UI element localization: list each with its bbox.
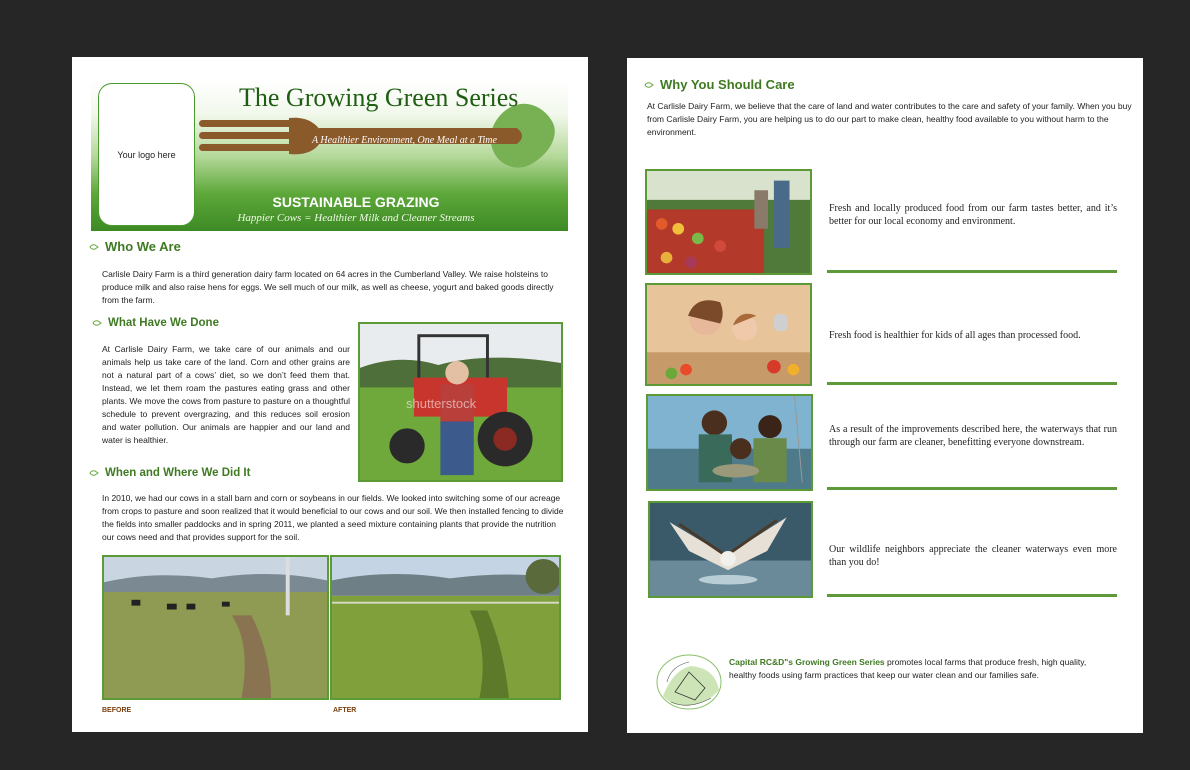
heading-when-and-where xyxy=(89,467,250,479)
arrow-bullet-icon xyxy=(644,81,654,89)
caption-before: BEFORE xyxy=(102,707,132,714)
when-and-where-text: In 2010, we had our cows in a stall barn and corn or soybeans in our fields. We looked into switching some of our acreage from crops to pasture and soon realized that it would beneficial to our cows and our soil. We then installed fencing to divide the fields into smaller paddocks and in spring 2011, we planted a seed mixture containing plants that provide the nutrition our cows need and that provides support for the soil. xyxy=(102,493,564,542)
flyer-page-front xyxy=(72,57,588,732)
caption-after: AFTER xyxy=(333,707,357,714)
footer-body: promotes local farms that produce fresh, high quality, healthy foods using farm practices that keep our water clean and our families safe. xyxy=(729,657,1087,680)
heading-text: Why You Should Care xyxy=(660,77,795,92)
heading-text: What Have We Done xyxy=(108,317,219,329)
what-have-we-done-text: At Carlisle Dairy Farm, we take care of our animals and our animals help us take care of the land. Corn and other grains are not a natural part of a cows’ diet, so we don’t feed them that. Instead, we let them roam the pastures eating grass and other plants. We move the cows from pasture to pasture on a thoughtful schedule to prevent overgrazing, and this reduces soil erosion and water pollution. Our animals are happier and our land and water is healthier. xyxy=(102,344,350,445)
arrow-bullet-icon xyxy=(92,319,102,327)
after-photo xyxy=(330,555,561,700)
card-divider xyxy=(827,382,1117,385)
heading-who-we-are xyxy=(89,239,181,254)
farmers-market-photo xyxy=(645,169,812,275)
card-text: Our wildlife neighbors appreciate the cleaner waterways even more than you do! xyxy=(829,544,1117,568)
farmer-tractor-photo xyxy=(358,322,563,482)
stock-watermark: shutterstock xyxy=(406,396,477,411)
footer-text xyxy=(729,656,1099,682)
card-text: Fresh and locally produced food from our farm tastes better, and it’s better for our local economy and environment. xyxy=(829,203,1117,227)
family-fishing-photo xyxy=(646,394,813,491)
header-banner xyxy=(91,81,568,231)
card-text: Fresh food is healthier for kids of all ages than processed food. xyxy=(829,330,1081,341)
arrow-bullet-icon xyxy=(89,243,99,251)
before-photo xyxy=(102,555,329,700)
arrow-bullet-icon xyxy=(89,469,99,477)
series-title: The Growing Green Series xyxy=(239,83,519,112)
mother-child-photo xyxy=(645,283,812,386)
why-you-should-care-text: At Carlisle Dairy Farm, we believe that the care of land and water contributes to the care and safety of your family. When you buy from Carlisle Dairy Farm, you are helping us to do our part to make clean, healthy food available to you without harm to the environment. xyxy=(647,101,1132,137)
card-text: As a result of the improvements described here, the waterways that run through our farm are cleaner, benefitting everyone downstream. xyxy=(829,424,1117,448)
fork-tagline: A Healthier Environment, One Meal at a Time xyxy=(312,135,497,146)
heading-why-you-should-care xyxy=(644,77,795,92)
osprey-photo xyxy=(648,501,813,598)
logo-placeholder xyxy=(98,83,195,226)
heading-what-have-we-done xyxy=(92,317,219,329)
logo-placeholder-text: Your logo here xyxy=(117,149,176,160)
heading-text: Who We Are xyxy=(105,239,181,254)
card-divider xyxy=(827,487,1117,490)
card-divider xyxy=(827,594,1117,597)
banner-subtitle: SUSTAINABLE GRAZING xyxy=(272,194,440,210)
flyer-page-back xyxy=(627,58,1143,733)
who-we-are-text: Carlisle Dairy Farm is a third generation dairy farm located on 64 acres in the Cumberland Valley. We raise holsteins to produce milk and also raise hens for eggs. We sell much of our milk, as well as cheese, yogurt and baked goods directly from the farm. xyxy=(102,269,554,305)
heading-text: When and Where We Did It xyxy=(105,467,251,479)
banner-tagline: Happier Cows = Healthier Milk and Cleaner Streams xyxy=(237,212,475,224)
capital-rcd-logo xyxy=(649,652,725,712)
footer-brand: Capital RC&D"s Growing Green Series xyxy=(729,657,885,667)
card-divider xyxy=(827,270,1117,273)
